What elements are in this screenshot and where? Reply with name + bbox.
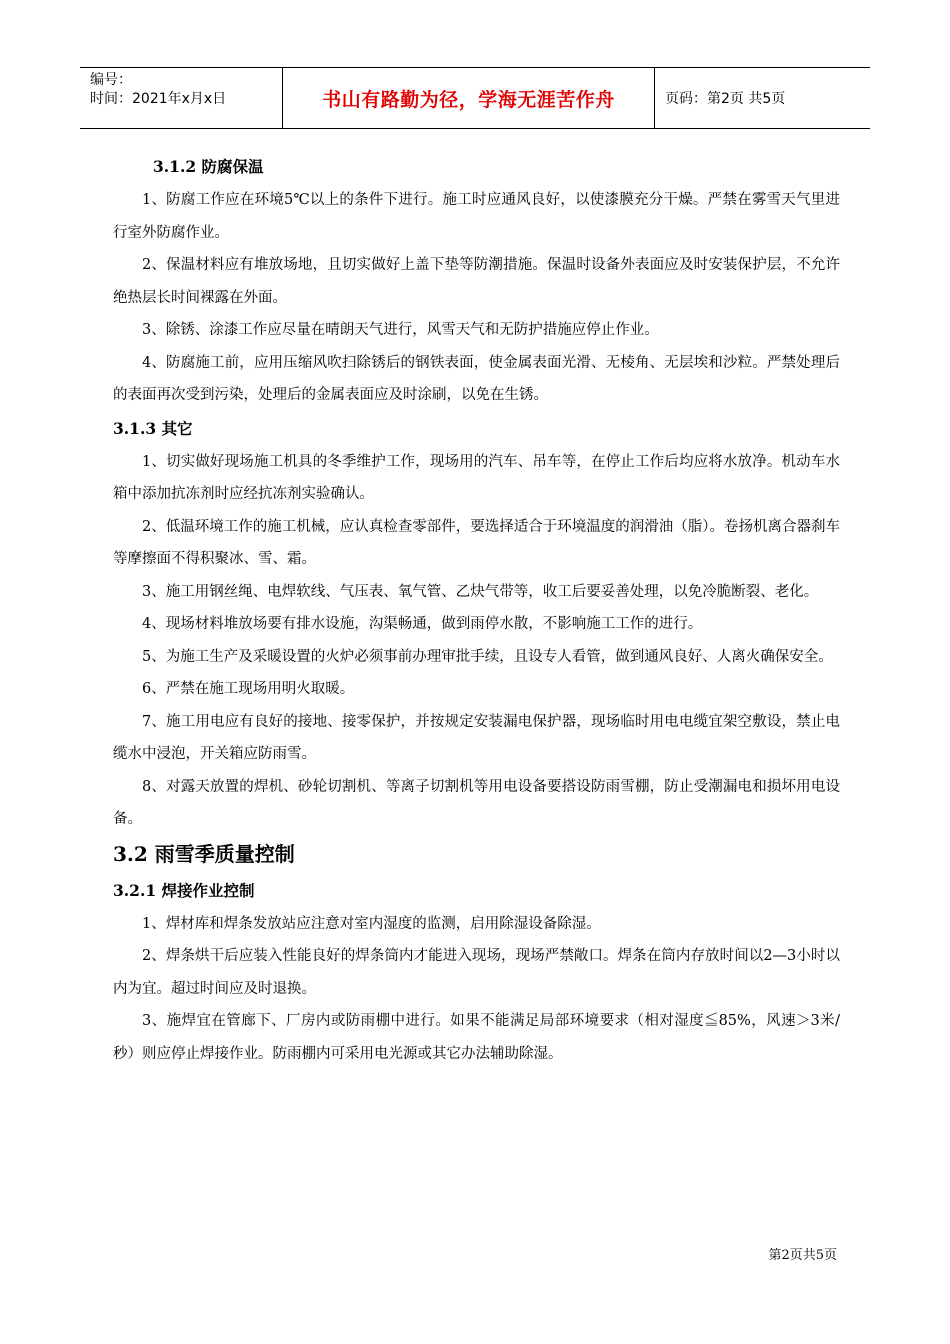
subsection-heading: 3.1.2 防腐保温 [153, 157, 264, 176]
paragraph: 2、低温环境工作的施工机械，应认真检查零部件，要选择适合于环境温度的润滑油（脂）。卷扬机离合器刹车等摩擦面不得积聚冰、雪、霜。 [113, 518, 840, 567]
paragraph: 3、施焊宜在管廊下、厂房内或防雨棚中进行。如果不能满足局部环境要求（相对湿度≦85%，风速＞3米/秒）则应停止焊接作业。防雨棚内可采用电光源或其它办法辅助除湿。 [113, 1013, 840, 1062]
paragraph: 8、对露天放置的焊机、砂轮切割机、等离子切割机等用电设备要搭设防雨雪棚，防止受潮漏电和损坏用电设备。 [113, 778, 840, 827]
page-header [80, 67, 870, 129]
header-motto: 书山有路勤为径，学海无涯苦作舟 [282, 68, 655, 128]
paragraph: 7、施工用电应有良好的接地、接零保护，并按规定安装漏电保护器，现场临时用电电缆宜架空敷设，禁止电缆水中浸泡，开关箱应防雨雪。 [113, 713, 840, 762]
paragraph: 2、焊条烘干后应装入性能良好的焊条筒内才能进入现场，现场严禁敞口。焊条在筒内存放时间以2—3小时以内为宜。超过时间应及时退换。 [113, 948, 841, 997]
paragraph: 1、切实做好现场施工机具的冬季维护工作，现场用的汽车、吊车等，在停止工作后均应将水放净。机动车水箱中添加抗冻剂时应经抗冻剂实验确认。 [113, 453, 840, 502]
paragraph: 3、施工用钢丝绳、电焊软线、气压表、氧气管、乙炔气带等，收工后要妥善处理，以免冷脆断裂、老化。 [142, 583, 819, 600]
document-body [113, 150, 840, 1070]
time-label: 时间：2021年x月x日 [90, 91, 227, 107]
paragraph: 1、焊材库和焊条发放站应注意对室内湿度的监测，启用除湿设备除湿。 [142, 915, 601, 932]
paragraph: 5、为施工生产及采暖设置的火炉必须事前办理审批手续，且设专人看管，做到通风良好、人离火确保安全。 [142, 648, 833, 665]
paragraph: 6、严禁在施工现场用明火取暖。 [142, 681, 355, 697]
subsection-heading: 3.2.1 焊接作业控制 [113, 880, 255, 900]
paragraph: 4、现场材料堆放场要有排水设施，沟渠畅通，做到雨停水散，不影响施工工作的进行。 [142, 616, 703, 632]
subsection-heading: 3.1.3 其它 [113, 418, 193, 438]
section-heading: 3.2 雨雪季质量控制 [113, 841, 295, 866]
paragraph: 2、保温材料应有堆放场地，且切实做好上盖下垫等防潮措施。保温时设备外表面应及时安装保护层，不允许绝热层长时间裸露在外面。 [113, 257, 840, 306]
paragraph: 4、防腐施工前，应用压缩风吹扫除锈后的钢铁表面，使金属表面光滑、无棱角、无层埃和沙粒。严禁处理后的表面再次受到污染，处理后的金属表面应及时涂刷，以免在生锈。 [113, 354, 840, 403]
header-meta [80, 68, 282, 128]
serial-label: 编号： [90, 72, 132, 88]
paragraph: 3、除锈、涂漆工作应尽量在晴朗天气进行，风雪天气和无防护措施应停止作业。 [142, 322, 659, 338]
header-page-label: 页码：第2页 共5页 [665, 91, 786, 107]
paragraph: 1、防腐工作应在环境5℃以上的条件下进行。施工时应通风良好，以使漆膜充分干燥。严禁在雾雪天气里进行室外防腐作业。 [113, 192, 840, 241]
page-footer: 第2页共5页 [768, 1248, 837, 1263]
